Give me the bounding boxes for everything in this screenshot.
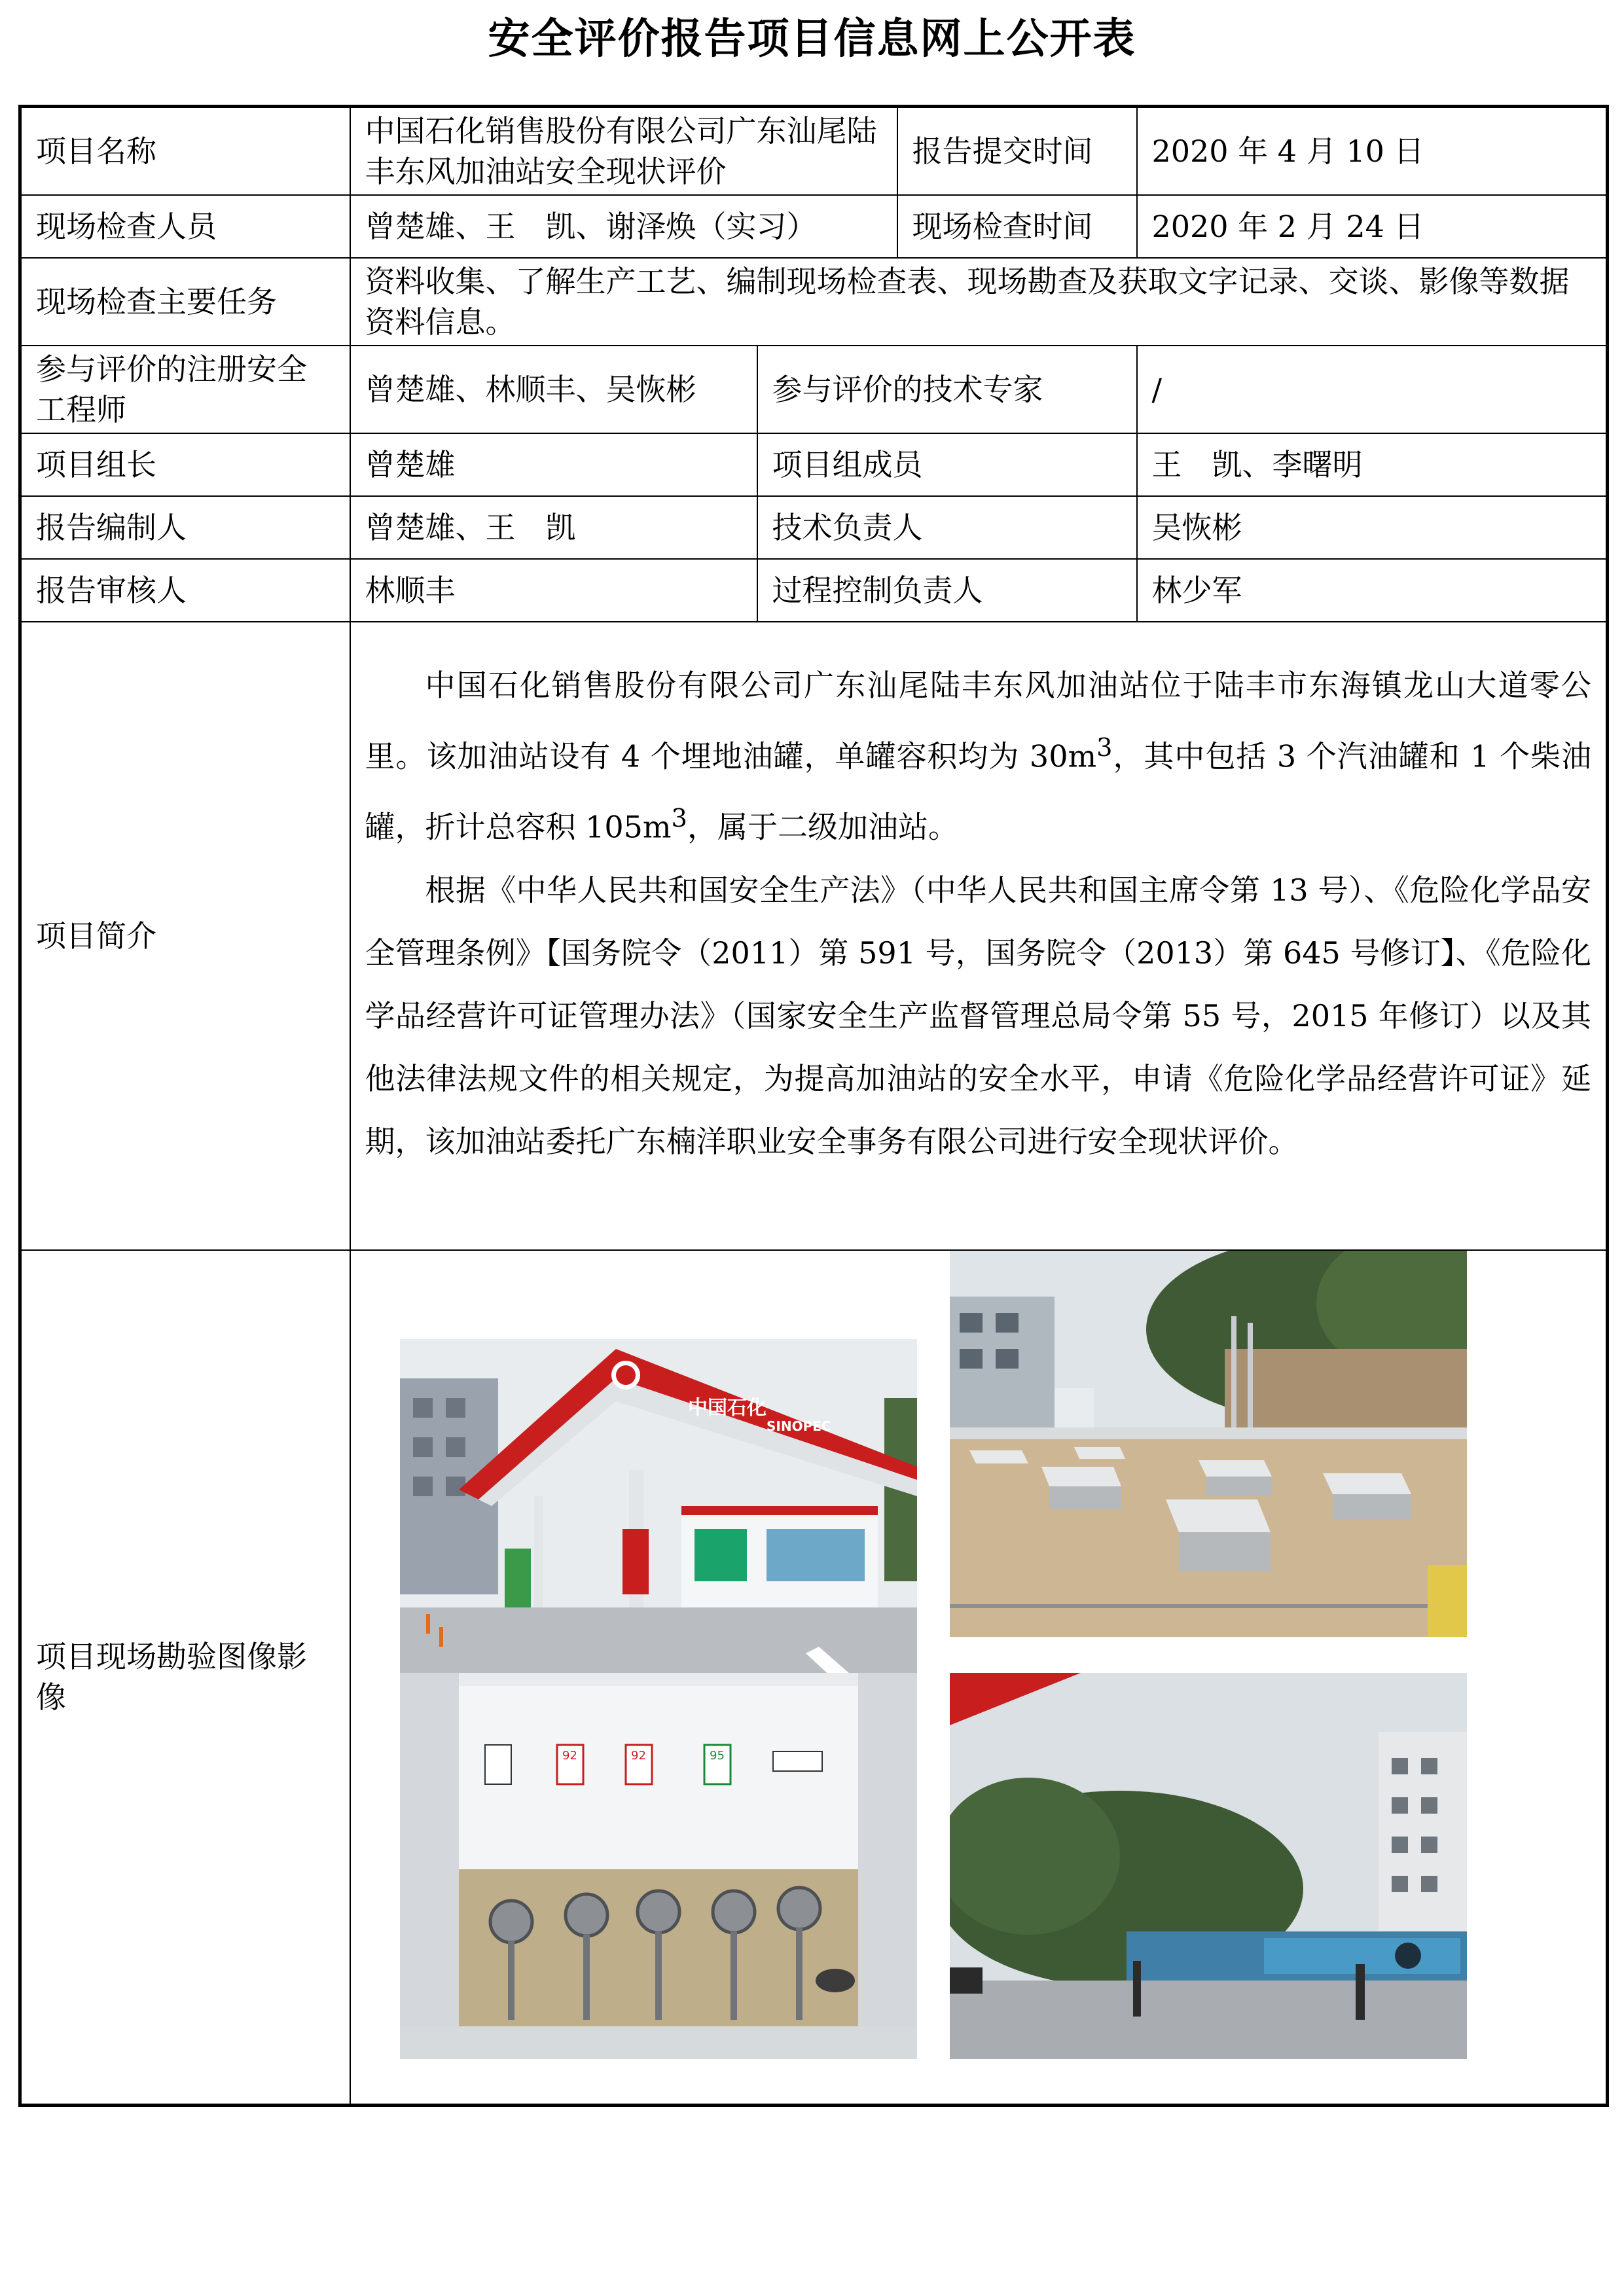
photo-valve-well <box>400 1673 917 2059</box>
value-submit-time: 2020 年 4 月 10 日 <box>1137 107 1608 196</box>
value-reviewer: 林顺丰 <box>350 559 757 622</box>
intro-sup-2: 3 <box>671 804 687 834</box>
canopy-text-en: SINOPEC <box>766 1418 831 1434</box>
label-tech-lead: 技术负责人 <box>757 496 1137 559</box>
value-members: 王 凯、李曙明 <box>1137 433 1608 496</box>
label-92-a: 92 <box>562 1749 577 1763</box>
label-engineers: 参与评价的注册安全工程师 <box>20 346 350 433</box>
photo-gas-station-canopy <box>400 1339 917 1725</box>
row-leader <box>20 433 1608 496</box>
intro-p1-part-b: ，其中包括 3 个汽油罐和 1 个柴油罐，折计总容积 105m <box>365 738 1591 845</box>
intro-paragraph-1 <box>365 654 1592 859</box>
label-submit-time: 报告提交时间 <box>897 107 1137 196</box>
canopy-text: 中国石化 <box>687 1397 767 1420</box>
label-compiler: 报告编制人 <box>20 496 350 559</box>
row-reviewer <box>20 559 1608 622</box>
photo-site-surroundings <box>950 1673 1467 2059</box>
label-tasks: 现场检查主要任务 <box>20 258 350 346</box>
row-intro <box>20 622 1608 1250</box>
photo-grid <box>351 1251 1606 2102</box>
value-experts: / <box>1137 346 1608 433</box>
value-tech-lead: 吴恢彬 <box>1137 496 1608 559</box>
intro-paragraph-2: 根据《中华人民共和国安全生产法》（中华人民共和国主席令第 13 号）、《危险化学品安全管理条例》【国务院令（2011）第 591 号，国务院令（2013）第 645 号修订】、《危险化学品经营许可证管理办法》（国家安全生产监督管理总局令第 55 号，2015 年修订）以及其他法律法规文件的相关规定，为提高加油站的安全水平，申请《危险化学品经营许可证》延期，该加油站委托广东楠洋职业安全事务有限公司进行安全现状评价。 <box>365 872 1591 1159</box>
value-intro <box>350 622 1608 1250</box>
label-intro: 项目简介 <box>20 622 350 1250</box>
row-photos <box>20 1250 1608 2105</box>
photos-cell <box>350 1250 1608 2105</box>
value-engineers: 曾楚雄、林顺丰、吴恢彬 <box>350 346 757 433</box>
row-project-name <box>20 107 1608 196</box>
value-compiler: 曾楚雄、王 凯 <box>350 496 757 559</box>
page-title: 安全评价报告项目信息网上公开表 <box>488 15 1136 63</box>
value-inspection-time: 2020 年 2 月 24 日 <box>1137 195 1608 258</box>
label-members: 项目组成员 <box>757 433 1137 496</box>
intro-p1-part-c: ，属于二级加油站。 <box>687 809 958 845</box>
row-inspectors <box>20 195 1608 258</box>
row-compiler <box>20 496 1608 559</box>
value-leader: 曾楚雄 <box>350 433 757 496</box>
photo-tank-area <box>950 1251 1467 1637</box>
label-process-lead: 过程控制负责人 <box>757 559 1137 622</box>
label-leader: 项目组长 <box>20 433 350 496</box>
label-project-name: 项目名称 <box>20 107 350 196</box>
label-inspectors: 现场检查人员 <box>20 195 350 258</box>
value-tasks: 资料收集、了解生产工艺、编制现场检查表、现场勘查及获取文字记录、交谈、影像等数据资料信息。 <box>350 258 1608 346</box>
intro-p1-part-a: 中国石化销售股份有限公司广东汕尾陆丰东风加油站位于陆丰市东海镇龙山大道零公里。该加油站设有 4 个埋地油罐，单罐容积均为 30m <box>365 668 1591 774</box>
info-table <box>18 105 1609 2107</box>
value-process-lead: 林少军 <box>1137 559 1608 622</box>
label-95: 95 <box>709 1749 725 1763</box>
value-project-name: 中国石化销售股份有限公司广东汕尾陆丰东风加油站安全现状评价 <box>350 107 897 196</box>
label-92-b: 92 <box>630 1749 646 1763</box>
label-inspection-time: 现场检查时间 <box>897 195 1137 258</box>
row-engineers <box>20 346 1608 433</box>
label-photos: 项目现场勘验图像影像 <box>20 1250 350 2105</box>
row-tasks <box>20 258 1608 346</box>
label-experts: 参与评价的技术专家 <box>757 346 1137 433</box>
label-reviewer: 报告审核人 <box>20 559 350 622</box>
value-inspectors: 曾楚雄、王 凯、谢泽焕（实习） <box>350 195 897 258</box>
intro-sup-1: 3 <box>1096 733 1113 762</box>
